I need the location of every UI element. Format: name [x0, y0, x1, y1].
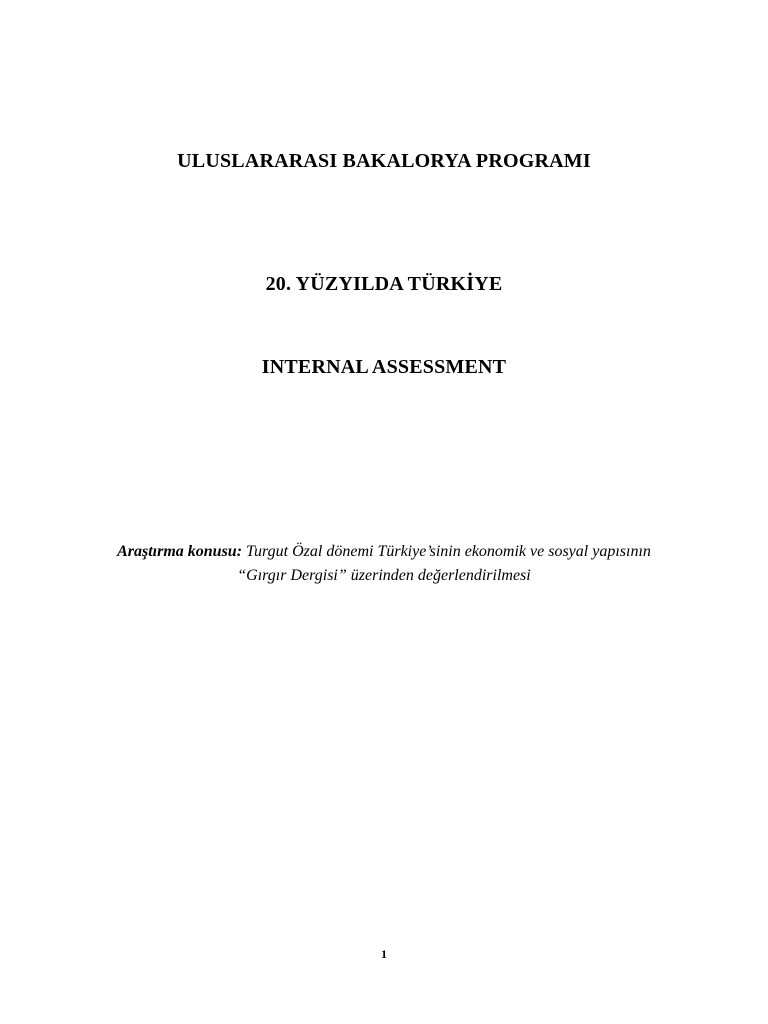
research-topic-text: Turgut Özal dönemi Türkiye’sinin ekonomik ve sosyal yapısının “Gırgır Dergisi” üzerinden değerlendirilmesi [237, 543, 651, 584]
research-topic-label: Araştırma konusu: [117, 543, 243, 560]
research-topic [100, 540, 668, 588]
program-title: ULUSLARARASI BAKALORYA PROGRAMI [177, 150, 591, 172]
assessment-title: INTERNAL ASSESSMENT [261, 356, 507, 378]
page-number: 1 [381, 947, 387, 961]
course-title: 20. YÜZYILDA TÜRKİYE [265, 273, 503, 295]
